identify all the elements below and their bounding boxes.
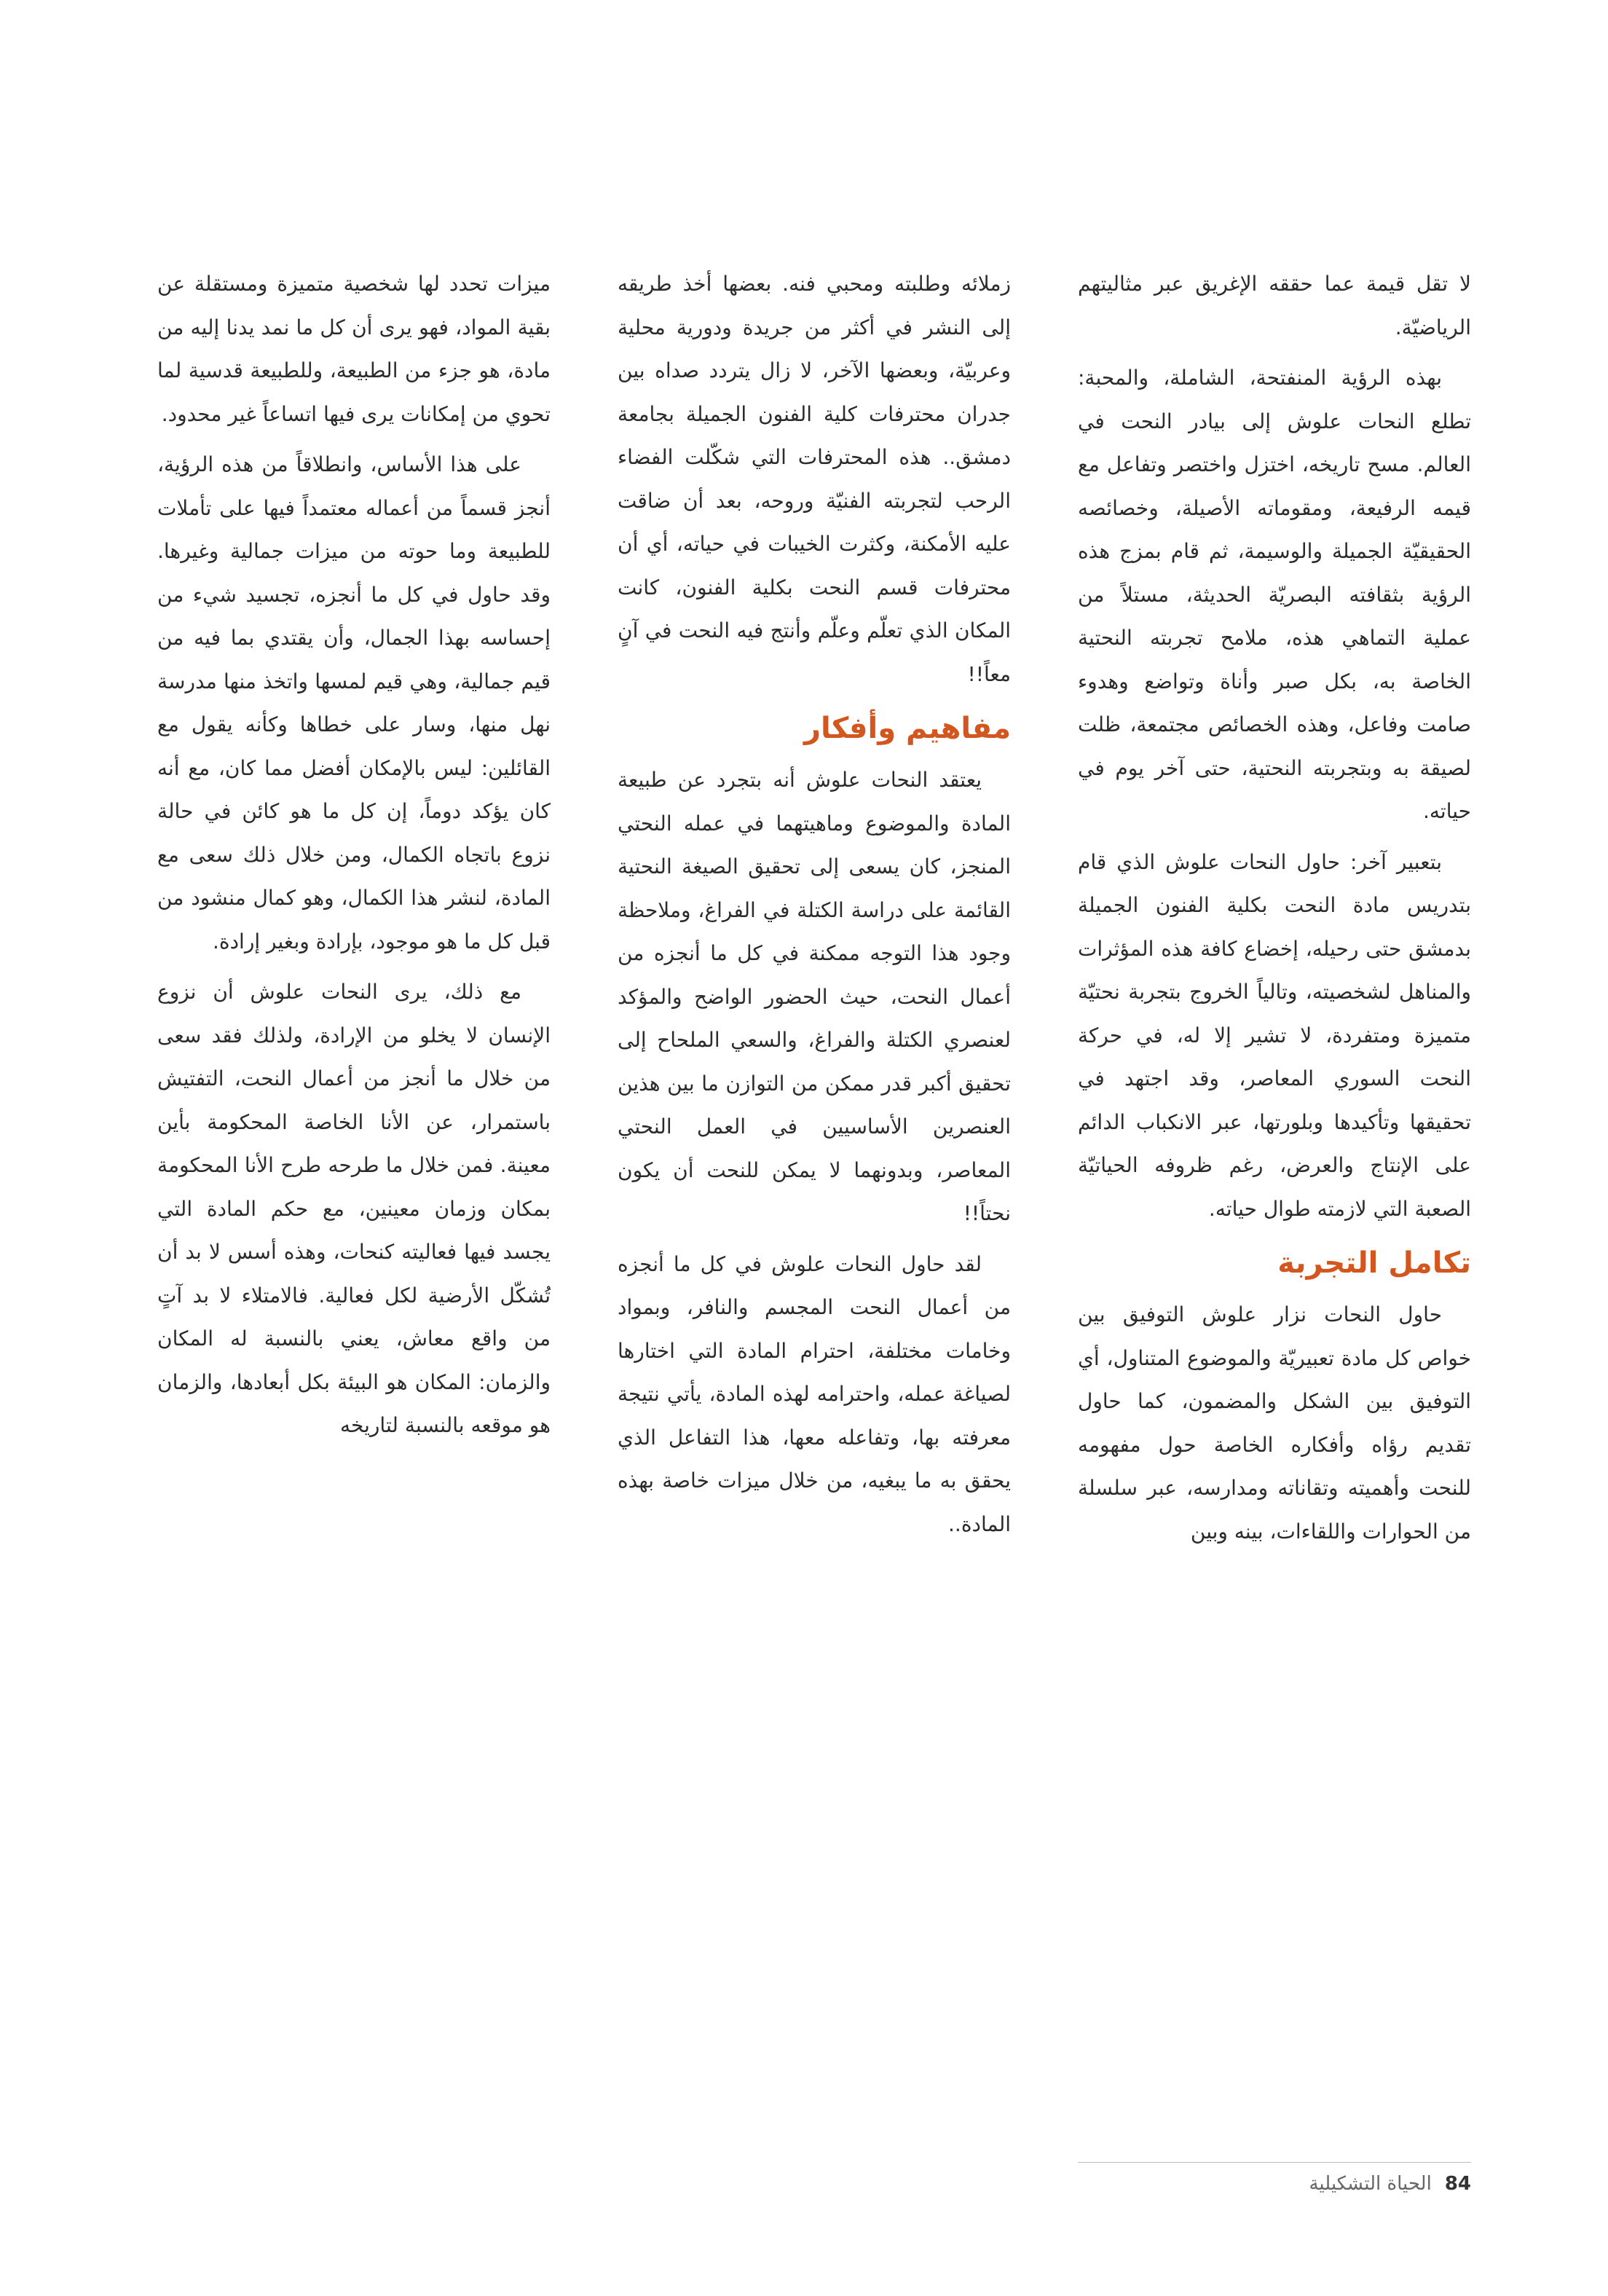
article-column-left xyxy=(157,262,551,1455)
paragraph: يعتقد النحات علوش أنه بتجرد عن طبيعة المادة والموضوع وماهيتهما في عمله النحتي المنجز، كان يسعى إلى تحقيق الصيغة النحتية القائمة على دراسة الكتلة في الفراغ، وملاحظة وجود هذا التوجه ممكنة في كل ما أنجزه من أعمال النحت، حيث الحضور الواضح والمؤكد لعنصري الكتلة والفراغ، والسعي الملحاح إلى تحقيق أكبر قدر ممكن من التوازن ما بين هذين العنصرين الأساسيين في العمل النحتي المعاصر، وبدونهما لا يمكن للنحت أن يكون نحتاً!! xyxy=(618,768,1011,1225)
paragraph: لا تقل قيمة عما حققه الإغريق عبر مثاليتهم الرياضيّة. xyxy=(1078,272,1471,339)
article-column-right xyxy=(1078,262,1471,1560)
paragraph: مع ذلك، يرى النحات علوش أن نزوع الإنسان لا يخلو من الإرادة، ولذلك فقد سعى من خلال ما أنجز من أعمال النحت، التفتيش باستمرار، عن الأنا الخاصة المحكومة بأين معينة. فمن خلال ما طرحه طرح الأنا المحكومة بمكان وزمان معينين، مع حكم المادة التي يجسد فيها فعاليته كنحات، وهذه أسس لا بد أن تُشكّل الأرضية لكل فعالية. فالامتلاء لا بد آتٍ من واقع معاش، يعني بالنسبة له المكان والزمان: المكان هو البيئة بكل أبعادها، والزمان هو موقعه بالنسبة لتاريخه xyxy=(157,980,551,1437)
paragraph: بهذه الرؤية المنفتحة، الشاملة، والمحبة: تطلع النحات علوش إلى بيادر النحت في العالم. مسح تاريخه، اختزل واختصر وتفاعل مع قيمه الرفيعة، ومقوماته الأصيلة، وخصائصه الحقيقيّة الجميلة والوسيمة، ثم قام بمزج هذه الرؤية بثقافته البصريّة الحديثة، مستلاً من عملية التماهي هذه، ملامح تجربته النحتية الخاصة به، بكل صبر وأناة وتواضع وهدوء صامت وفاعل، وهذه الخصائص مجتمعة، ظلت لصيقة به وبتجربته النحتية، حتى آخر يوم في حياته. xyxy=(1078,366,1471,823)
section-heading: تكامل التجربة xyxy=(1277,1246,1471,1280)
page-footer xyxy=(1078,2162,1471,2195)
paragraph: بتعبير آخر: حاول النحات علوش الذي قام بتدريس مادة النحت بكلية الفنون الجميلة بدمشق حتى رحيله، إخضاع كافة هذه المؤثرات والمناهل لشخصيته، وتالياً الخروج بتجربة نحتيّة متميزة ومتفردة، لا تشير إلا له، في حركة النحت السوري المعاصر، وقد اجتهد في تحقيقها وتأكيدها وبلورتها، عبر الانكباب الدائم على الإنتاج والعرض، رغم ظروفه الحياتيّة الصعبة التي لازمته طوال حياته. xyxy=(1078,849,1471,1221)
magazine-title: الحياة التشكيلية xyxy=(1309,2173,1432,2195)
paragraph: ميزات تحدد لها شخصية متميزة ومستقلة عن بقية المواد، فهو يرى أن كل ما نمد يدنا إليه من مادة، هو جزء من الطبيعة، وللطبيعة قدسية لما تحوي من إمكانات يرى فيها اتساعاً غير محدود. xyxy=(157,272,551,426)
paragraph: على هذا الأساس، وانطلاقاً من هذه الرؤية، أنجز قسماً من أعماله معتمداً فيها على تأملات للطبيعة وما حوته من ميزات جمالية وغيرها. وقد حاول في كل ما أنجزه، تجسيد شيء من إحساسه بهذا الجمال، وأن يقتدي بما فيه من قيم جمالية، وهي قيم لمسها واتخذ منها مدرسة نهل منها، وسار على خطاها وكأنه يقول مع القائلين: ليس بالإمكان أفضل مما كان، مع أنه كان يؤكد دوماً، إن كل ما هو كائن في حالة نزوع باتجاه الكمال، ومن خلال ذلك سعى مع المادة، لنشر هذا الكمال، وهو كمال منشود من قبل كل ما هو موجود، بإرادة وبغير إرادة. xyxy=(157,452,551,954)
article-column-middle xyxy=(618,262,1011,1553)
paragraph: لقد حاول النحات علوش في كل ما أنجزه من أعمال النحت المجسم والنافر، وبمواد وخامات مختلفة، احترام المادة التي اختارها لصياغة عمله، واحترامه لهذه المادة، يأتي نتيجة معرفته بها، وتفاعله معها، هذا التفاعل الذي يحقق به ما يبغيه، من خلال ميزات خاصة بهذه المادة.. xyxy=(618,1251,1011,1536)
page-number: 84 xyxy=(1444,2173,1471,2195)
paragraph: زملائه وطلبته ومحبي فنه. بعضها أخذ طريقه إلى النشر في أكثر من جريدة ودورية محلية وعربيّة، وبعضها الآخر، لا زال يتردد صداه بين جدران محترفات كلية الفنون الجميلة بجامعة دمشق.. هذه المحترفات التي شكّلت الفضاء الرحب لتجربته الفنيّة وروحه، بعد أن ضاقت عليه الأمكنة، وكثرت الخيبات في حياته، أي أن محترفات قسم النحت بكلية الفنون، كانت المكان الذي تعلّم وعلّم وأنتج فيه النحت في آنٍ معاً!! xyxy=(618,272,1011,686)
paragraph: حاول النحات نزار علوش التوفيق بين خواص كل مادة تعبيريّة والموضوع المتناول، أي التوفيق بين الشكل والمضمون، كما حاول تقديم رؤاه وأفكاره الخاصة حول مفهومه للنحت وأهميته وتقاناته ومدارسه، عبر سلسلة من الحوارات واللقاءات، بينه وبين xyxy=(1078,1302,1471,1544)
section-heading: مفاهيم وأفكار xyxy=(803,712,1011,745)
